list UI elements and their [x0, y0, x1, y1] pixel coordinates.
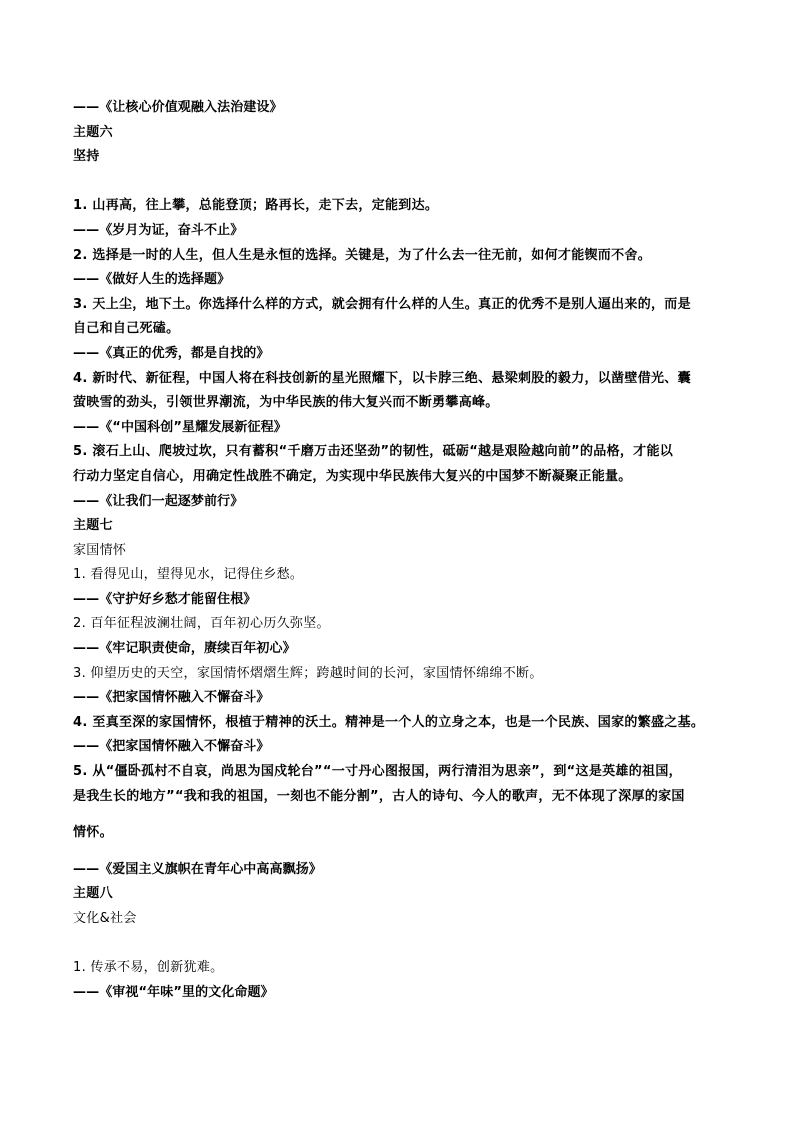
- quote-item-continued: 是我生长的地方”“我和我的祖国，一刻也不能分割”，古人的诗句、今人的歌声，无不体现了深厚的家国: [73, 788, 685, 804]
- spacer: [73, 170, 733, 195]
- quote-item: 4. 新时代、新征程，中国人将在科技创新的星光照耀下，以卡脖三绝、悬梁刺股的毅力，以凿壁借光、囊: [73, 370, 691, 386]
- quote-source: ——《把家国情怀融入不懈奋斗》: [73, 690, 270, 706]
- quote-item-continued: 萤映雪的劲头，引领世界潮流，为中华民族的伟大复兴而不断勇攀高峰。: [73, 395, 499, 411]
- quote-item: 1. 传承不易，创新犹难。: [73, 960, 224, 976]
- spacer: [73, 846, 733, 858]
- theme-subtitle: 坚持: [73, 149, 100, 165]
- quote-source: ——《审视“年味”里的文化命题》: [73, 984, 274, 1000]
- document-body: [73, 96, 733, 1005]
- quote-source: ——《把家国情怀融入不懈奋斗》: [73, 739, 270, 755]
- quote-item: 1. 山再高，往上攀，总能登顶；路再长，走下去，定能到达。: [73, 198, 439, 214]
- quote-item: 3. 天上尘，地下土。你选择什么样的方式，就会拥有什么样的人生。真正的优秀不是别人逼出来的，而是: [73, 296, 691, 312]
- quote-source: ——《做好人生的选择题》: [73, 272, 231, 288]
- theme-title: 主题八: [73, 886, 113, 902]
- quote-source: ——《岁月为证，奋斗不止》: [73, 222, 244, 238]
- quote-item-continued: 自己和自己死磕。: [73, 321, 180, 337]
- theme-subtitle: 文化&社会: [73, 911, 137, 926]
- quote-source: ——《牢记职责使命，赓续百年初心》: [73, 641, 296, 657]
- quote-item: 2. 百年征程波澜壮阔，百年初心历久弥坚。: [73, 616, 330, 632]
- quote-source: ——《守护好乡愁才能留住根》: [73, 591, 257, 607]
- theme-subtitle: 家国情怀: [73, 542, 127, 558]
- quote-item: 5. 滚石上山、爬坡过坎，只有蓄积“千磨万击还坚劲”的韧性，砥砺“越是艰险越向前”的品格，才能以: [73, 444, 674, 460]
- quote-item: 5. 从“僵卧孤村不自哀，尚思为国戍轮台”“一寸丹心图报国，两行清泪为思亲”，到“这是英雄的祖国，: [73, 764, 682, 780]
- quote-item: 2. 选择是一时的人生，但人生是永恒的选择。关键是，为了什么去一往无前，如何才能锲而不舍。: [73, 247, 652, 263]
- quote-item: 1. 看得见山，望得见水，记得住乡愁。: [73, 567, 304, 583]
- quote-source: ——《真正的优秀，都是自找的》: [73, 345, 270, 361]
- quote-item-continued: 情怀。: [73, 825, 113, 841]
- quote-item-continued: 行动力坚定自信心，用确定性战胜不确定，为实现中华民族伟大复兴的中国梦不断凝聚正能量。: [73, 468, 632, 484]
- theme-title: 主题七: [73, 518, 113, 534]
- spacer: [73, 932, 733, 957]
- quote-item: 4. 至真至深的家国情怀，根植于精神的沃土。精神是一个人的立身之本，也是一个民族、国家的繁盛之基。: [73, 714, 705, 730]
- theme-title: 主题六: [73, 124, 113, 140]
- quote-source: ——《让核心价值观融入法治建设》: [73, 100, 283, 115]
- quote-item: 3. 仰望历史的天空，家国情怀熠熠生辉；跨越时间的长河，家国情怀绵绵不断。: [73, 665, 543, 681]
- quote-source: ——《让我们一起逐梦前行》: [73, 493, 244, 509]
- spacer: [73, 809, 733, 821]
- quote-source: ——《“中国科创”星耀发展新征程》: [73, 419, 287, 435]
- quote-source: ——《爱国主义旗帜在青年心中高高飘扬》: [73, 861, 322, 877]
